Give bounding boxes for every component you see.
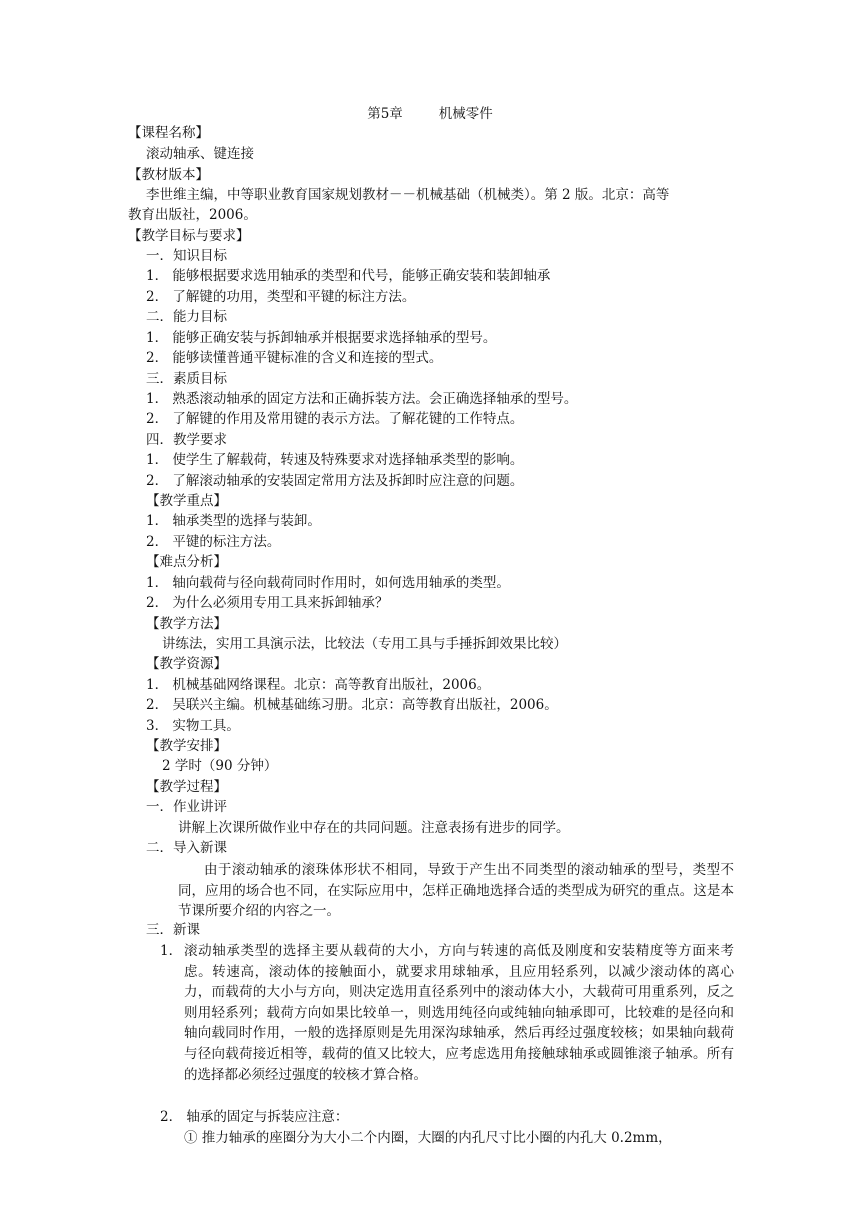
- list-item: 2． 吴联兴主编。机械基础练习册。北京：高等教育出版社，2006。: [146, 697, 558, 713]
- list-item: 2． 能够读懂普通平键标准的含义和连接的型式。: [146, 350, 443, 366]
- arrangement-text: 2 学时（90 分钟）: [162, 758, 278, 774]
- list-item: 1． 轴承类型的选择与装卸。: [146, 513, 321, 529]
- subheading-knowledge: 一．知识目标: [146, 248, 227, 264]
- list-item: 1． 能够正确安装与拆卸轴承并根据要求选择轴承的型号。: [146, 330, 497, 346]
- list-item: 2． 了解键的作用及常用键的表示方法。了解花键的工作特点。: [146, 411, 524, 427]
- list-item: 1． 使学生了解载荷，转速及特殊要求对选择轴承类型的影响。: [146, 452, 524, 468]
- heading-objectives: 【教学目标与要求】: [128, 228, 250, 244]
- textbook-line-1: 李世维主编，中等职业教育国家规划教材－－机械基础（机械类）。第 2 版。北京：高等: [146, 187, 670, 203]
- list-item: 1． 能够根据要求选用轴承的类型和代号，能够正确安装和装卸轴承: [146, 268, 551, 284]
- heading-difficulties: 【难点分析】: [146, 554, 227, 570]
- subheading-quality: 三．素质目标: [146, 371, 227, 387]
- subheading-requirements: 四．教学要求: [146, 432, 227, 448]
- subheading-ability: 二．能力目标: [146, 309, 227, 325]
- heading-course-name: 【课程名称】: [128, 125, 209, 141]
- item-2-subpoint: ① 推力轴承的座圈分为大小二个内圈，大圈的内孔尺寸比小圈的内孔大 0.2mm，: [184, 1130, 672, 1146]
- list-item: 3． 实物工具。: [146, 718, 240, 734]
- chapter-name: 机械零件: [438, 106, 493, 122]
- section-homework-review: 一．作业讲评: [146, 799, 227, 815]
- heading-methods: 【教学方法】: [146, 616, 227, 632]
- chapter-title: [0, 104, 860, 124]
- item-1-number: 1．: [160, 943, 183, 959]
- list-item: 2． 为什么必须用专用工具来拆卸轴承？: [146, 595, 389, 611]
- methods-text: 讲练法，实用工具演示法，比较法（专用工具与手捶拆卸效果比较）: [162, 636, 567, 652]
- list-item: 2． 平键的标注方法。: [146, 534, 281, 550]
- list-item: 1． 机械基础网络课程。北京：高等教育出版社，2006。: [146, 677, 491, 693]
- homework-review-text: 讲解上次课所做作业中存在的共同问题。注意表扬有进步的同学。: [178, 820, 570, 836]
- heading-key-points: 【教学重点】: [146, 493, 227, 509]
- section-introduction: 二．导入新课: [146, 840, 227, 856]
- textbook-line-2: 教育出版社，2006。: [128, 207, 257, 223]
- chapter-number: 第5章: [367, 106, 403, 122]
- heading-textbook: 【教材版本】: [128, 167, 209, 183]
- item-1-paragraph: 滚动轴承类型的选择主要从载荷的大小，方向与转速的高低及刚度和安装精度等方面来考虑。转速高，滚动体的接触面小，就要求用球轴承，且应用轻系列，以减少滚动体的离心力，而载荷的大小与方向，则决定选用直径系列中的滚动体大小，大载荷可用重系列，反之则用轻系列；载荷方向如果比较单一，则选用纯径向或纯轴向轴承即可，比较难的是径向和轴向载同时作用，一般的选择原则是先用深沟球轴承，然后再经过强度较核；如果轴向载荷与径向载荷接近相等，载荷的值又比较大，应考虑选用角接触球轴承或圆锥滚子轴承。所有的选择都必须经过强度的较核才算合格。: [184, 943, 734, 1083]
- introduction-paragraph: 由于滚动轴承的滚珠体形状不相同，导致于产生出不同类型的滚动轴承的型号，类型不同，应用的场合也不同，在实际应用中，怎样正确地选择合适的类型成为研究的重点。这是本节课所要介绍的内容之一。: [178, 862, 734, 920]
- item-2-heading: 2． 轴承的固定与拆装应注意：: [160, 1109, 349, 1125]
- heading-arrangement: 【教学安排】: [146, 738, 227, 754]
- heading-resources: 【教学资源】: [146, 656, 227, 672]
- list-item: 1． 熟悉滚动轴承的固定方法和正确拆装方法。会正确选择轴承的型号。: [146, 391, 578, 407]
- list-item: 2． 了解键的功用，类型和平键的标注方法。: [146, 289, 416, 305]
- list-item: 1． 轴向载荷与径向载荷同时作用时，如何选用轴承的类型。: [146, 575, 510, 591]
- list-item: 2． 了解滚动轴承的安装固定常用方法及拆卸时应注意的问题。: [146, 473, 524, 489]
- section-new-lesson: 三．新课: [146, 922, 200, 938]
- heading-process: 【教学过程】: [146, 779, 227, 795]
- course-name: 滚动轴承、键连接: [146, 146, 254, 162]
